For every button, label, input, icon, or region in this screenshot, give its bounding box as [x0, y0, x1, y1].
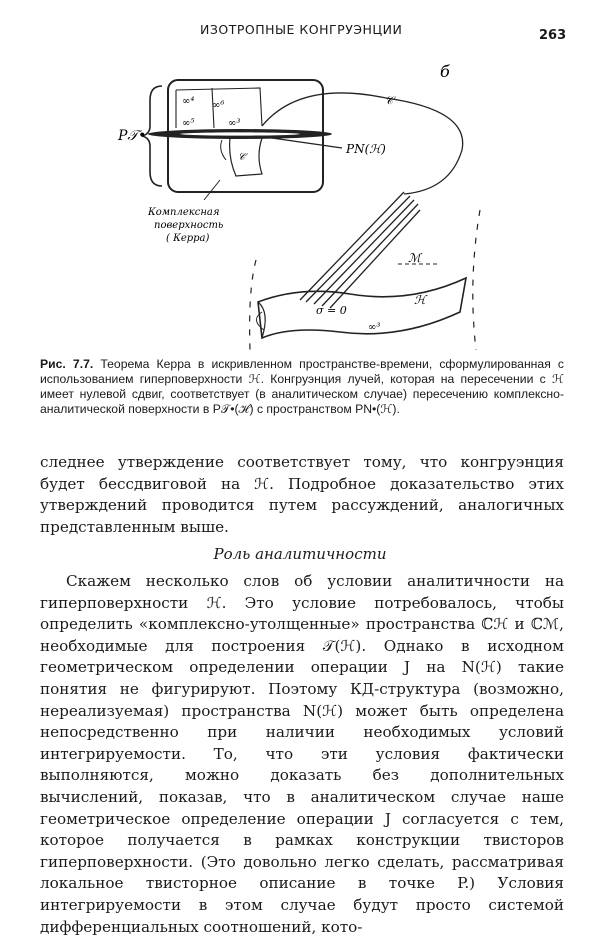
panel-label: б	[440, 62, 450, 81]
spacetime-boundary-left	[250, 260, 256, 350]
pnh-pointer	[272, 138, 342, 148]
caption-text: Теорема Керра в искривленном пространстве-времени, сформулированная с использованием гиперповерхности ℋ. Конгруэнция лучей, которая на пересечении с ℋ имеет нулевой сдвиг, соответствует (в аналитическом случае) пересечению комплексно-аналитической поверхности в P𝒯•(ℋ) с пространством PN•(ℋ).	[40, 357, 565, 416]
note-line2: поверхность	[154, 220, 224, 231]
label-inf5: ∞⁵	[182, 118, 195, 129]
section-title: Роль аналитичности	[213, 545, 387, 563]
label-sigma: σ = 0	[316, 304, 347, 317]
note-pointer	[204, 180, 220, 200]
figure-7-7	[0, 50, 600, 355]
page-number: 263	[539, 28, 567, 43]
running-title: ИЗОТРОПНЫЕ КОНГРУЭНЦИИ	[200, 22, 403, 37]
label-m: ℳ	[408, 251, 421, 265]
caption-label: Рис. 7.7.	[40, 357, 94, 371]
figure-caption	[40, 357, 564, 417]
label-inf6: ∞⁶	[212, 100, 225, 111]
paragraph-analyticity: Скажем несколько слов об условии аналитичности на гиперповерхности ℋ. Это условие потребовалось, чтобы определить «комплексно-утолщенные» пространства ℂℋ и ℂℳ, необходимые для построения 𝒯(ℋ). Однако в исходном геометрическом определении операции J на N(ℋ) такие понятия не фигурируют. Поэтому КД-структура (возможно, нереализуемая) пространства N(ℋ) может быть определена непосредственно при наличии необходимых условий интегрируемости. То, что эти условия фактически выполняются, можно доказать без дополнительных вычислений, показав, что в аналитическом случае наше геометрическое определение операции J согласуется с тем, которое получается в рамках конструкции твисторов гиперповерхности. (Это довольно легко сделать, рассматривая локальное твисторное описание в точке P.) Условия интегрируемости в этом случае будут просто системой дифференциальных соотношений, кото-	[40, 572, 564, 936]
label-inf3-box: ∞³	[228, 118, 241, 129]
label-inf3: ∞³	[368, 322, 381, 333]
label-h: ℋ	[414, 293, 426, 307]
label-c-top: 𝒞	[385, 94, 394, 107]
label-pt: P𝒯•	[118, 128, 147, 144]
label-pnh: PN(ℋ)	[346, 142, 386, 156]
paragraph-continuation: следнее утверждение соответствует тому, что конгруэнция будет бессдвиговой на ℋ. Подробное доказательство этих утверждений проводится путем рассуждений, аналогичных представленным выше.	[40, 453, 564, 536]
label-inf4: ∞⁴	[182, 96, 195, 107]
label-c-inner: 𝒞	[238, 152, 246, 163]
note-line1: Комплексная	[148, 207, 220, 218]
spacetime-boundary-right	[473, 210, 480, 350]
hypersurface-h	[258, 278, 466, 338]
note-line3: ( Керра)	[166, 233, 210, 244]
kerr-surface-patch	[230, 138, 262, 176]
